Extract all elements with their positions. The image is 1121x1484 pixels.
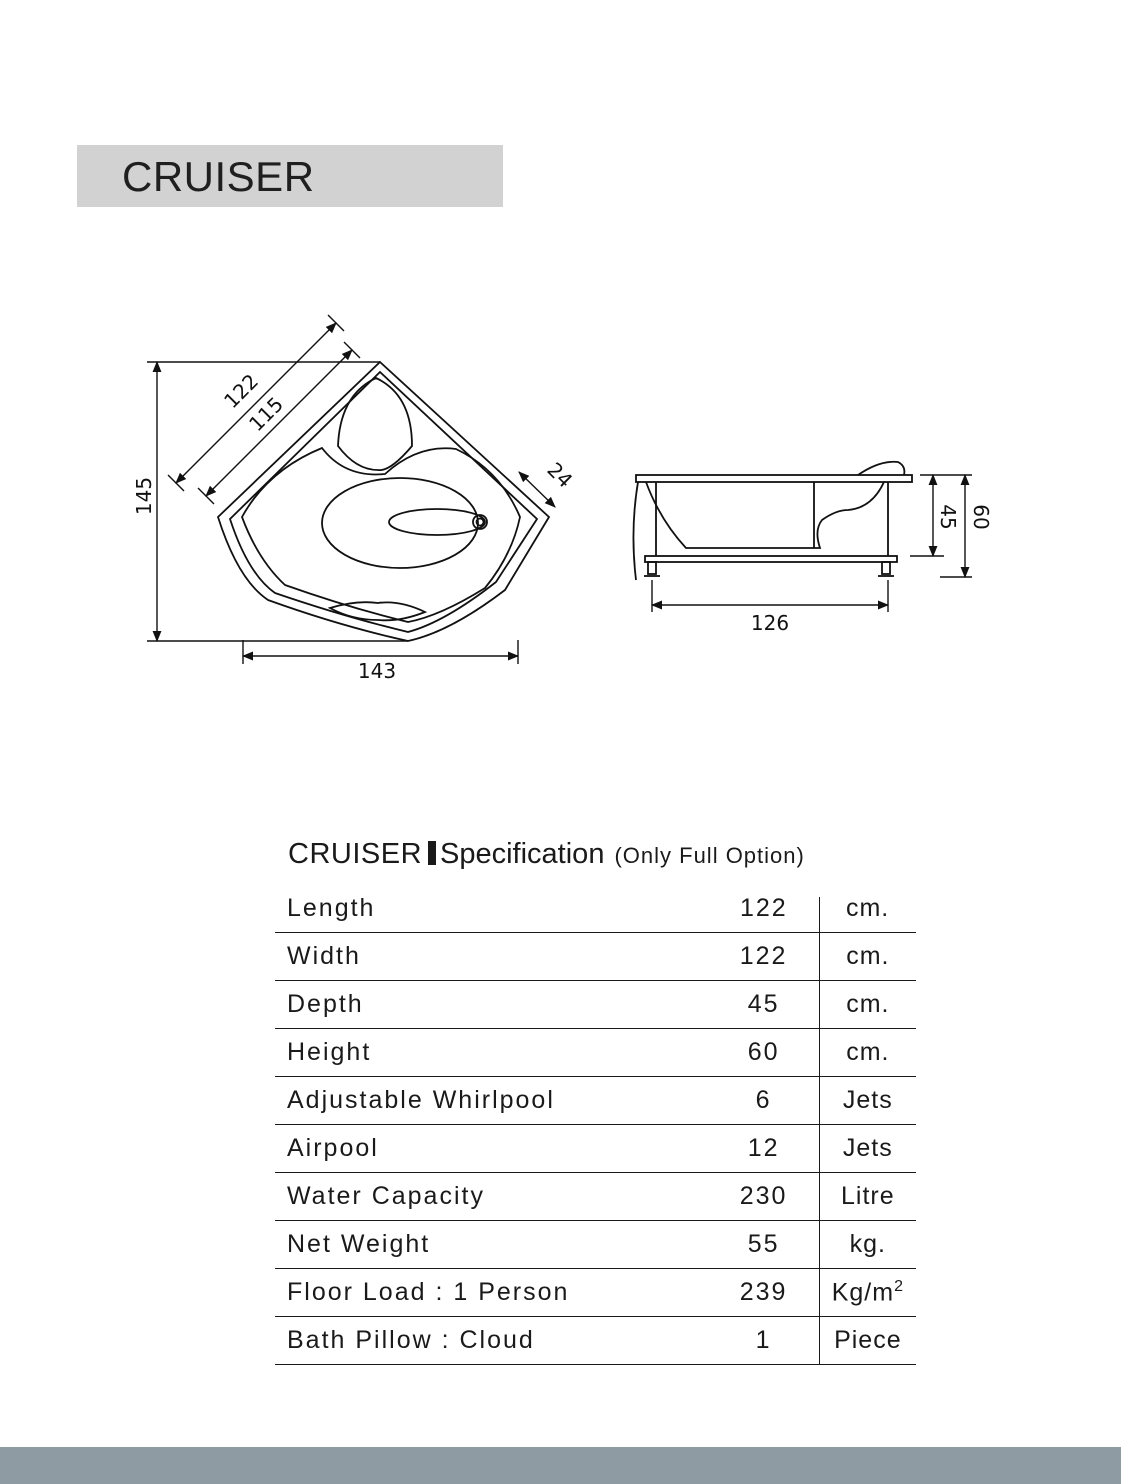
spec-value: 122 [709, 885, 820, 933]
table-row [275, 1317, 916, 1365]
spec-unit-text: cm. [846, 942, 890, 970]
spec-unit-text: cm. [846, 990, 890, 1018]
spec-label: Airpool [275, 1125, 709, 1173]
spec-value: 1 [709, 1317, 820, 1365]
spec-value: 45 [709, 981, 820, 1029]
tub-left-skirt [633, 482, 638, 580]
table-row [275, 1221, 916, 1269]
dim-width: 143 [357, 659, 397, 683]
backrest-wave [858, 462, 904, 475]
tub-body [646, 482, 884, 548]
top-view-dimensions [147, 315, 555, 664]
table-row [275, 885, 916, 933]
tub-top-rim [636, 475, 912, 482]
dim-height: 145 [132, 476, 156, 516]
spec-unit-text: Litre [841, 1182, 895, 1210]
side-view-dimensions [652, 475, 972, 612]
spec-unit-text: kg. [849, 1230, 887, 1258]
spec-label: Net Weight [275, 1221, 709, 1269]
spec-unit [819, 1125, 916, 1173]
dim-diag-inner: 115 [244, 392, 289, 437]
spec-note: (Only Full Option) [614, 843, 805, 868]
table-row [275, 981, 916, 1029]
spec-value: 55 [709, 1221, 820, 1269]
spec-unit-text: Kg/m [831, 1278, 895, 1307]
table-row [275, 933, 916, 981]
table-row [275, 1125, 916, 1173]
drain-channel [389, 509, 485, 535]
spec-unit [819, 1029, 916, 1077]
spec-unit-text: cm. [845, 894, 890, 922]
spec-value: 60 [709, 1029, 820, 1077]
leg-right [882, 562, 890, 574]
spec-label: Water Capacity [275, 1173, 709, 1221]
spec-product-name: CRUISER [288, 838, 423, 870]
spec-label: Floor Load : 1 Person [275, 1269, 709, 1317]
dim-rim: 24 [542, 457, 578, 493]
spec-label: Bath Pillow : Cloud [275, 1317, 709, 1365]
spec-table [275, 885, 916, 1365]
spec-label: Depth [275, 981, 709, 1029]
spec-unit-text: Piece [834, 1326, 902, 1354]
separator-bar [428, 841, 436, 865]
spec-unit-text: cm. [846, 1038, 890, 1066]
spec-label: Height [275, 1029, 709, 1077]
table-row [275, 1173, 916, 1221]
spec-value: 239 [709, 1269, 820, 1317]
spec-unit [819, 1077, 916, 1125]
spec-unit [819, 885, 916, 933]
spec-unit-text: Jets [842, 1134, 893, 1162]
spec-heading [288, 838, 805, 871]
table-row [275, 1029, 916, 1077]
spec-unit [819, 1221, 916, 1269]
dim-side-height: 60 [969, 504, 993, 530]
spec-value: 122 [709, 933, 820, 981]
table-row [275, 1077, 916, 1125]
dim-length: 126 [750, 611, 790, 635]
page-title: CRUISER [122, 153, 315, 200]
spec-unit-text: Jets [842, 1086, 893, 1114]
footer-bar [0, 1447, 1121, 1484]
spec-unit [819, 933, 916, 981]
spec-label: Width [275, 933, 709, 981]
spec-unit [819, 1173, 916, 1221]
footrest [330, 602, 425, 620]
dim-diag-outer: 122 [219, 369, 264, 414]
spec-value: 230 [709, 1173, 820, 1221]
spec-value: 6 [709, 1077, 820, 1125]
tub-base-frame [645, 556, 897, 562]
table-row [275, 1269, 916, 1317]
leg-left [648, 562, 656, 574]
spec-unit [819, 981, 916, 1029]
spec-unit [819, 1269, 916, 1317]
spec-label: Length [275, 885, 709, 933]
spec-title: Specification [440, 838, 605, 870]
spec-unit [819, 1317, 916, 1365]
dim-depth: 45 [936, 504, 960, 530]
seat-ellipse [322, 478, 478, 568]
spec-value: 12 [709, 1125, 820, 1173]
side-view [633, 462, 912, 580]
spec-label: Adjustable Whirlpool [275, 1077, 709, 1125]
spec-unit-superscript: 2 [894, 1277, 904, 1295]
